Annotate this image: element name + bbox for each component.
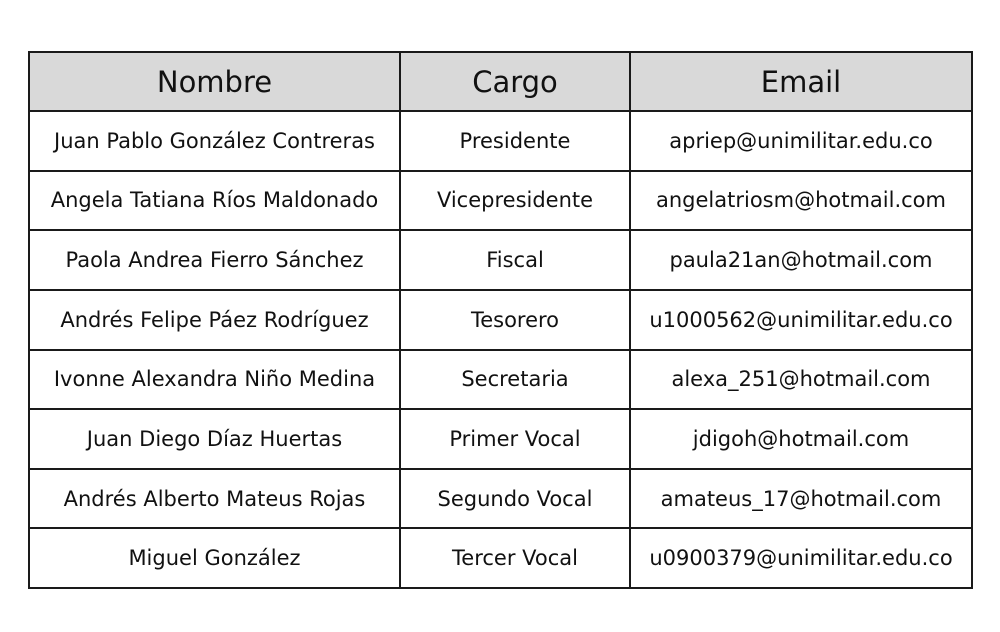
table-row — [29, 528, 972, 588]
table-row — [29, 171, 972, 231]
cell-nombre: Juan Pablo González Contreras — [29, 111, 400, 171]
members-table — [28, 51, 973, 589]
cell-cargo: Tercer Vocal — [400, 528, 630, 588]
table-row — [29, 469, 972, 529]
table-row — [29, 230, 972, 290]
table-body — [29, 111, 972, 588]
header-cargo: Cargo — [400, 52, 630, 111]
header-nombre: Nombre — [29, 52, 400, 111]
cell-cargo: Segundo Vocal — [400, 469, 630, 529]
cell-email: u1000562@unimilitar.edu.co — [630, 290, 972, 350]
cell-cargo: Presidente — [400, 111, 630, 171]
table-row — [29, 290, 972, 350]
table-row — [29, 409, 972, 469]
cell-email: paula21an@hotmail.com — [630, 230, 972, 290]
table-row — [29, 111, 972, 171]
cell-cargo: Tesorero — [400, 290, 630, 350]
cell-email: jdigoh@hotmail.com — [630, 409, 972, 469]
cell-nombre: Ivonne Alexandra Niño Medina — [29, 350, 400, 410]
cell-nombre: Angela Tatiana Ríos Maldonado — [29, 171, 400, 231]
cell-nombre: Andrés Alberto Mateus Rojas — [29, 469, 400, 529]
cell-cargo: Vicepresidente — [400, 171, 630, 231]
header-row — [29, 52, 972, 111]
cell-email: apriep@unimilitar.edu.co — [630, 111, 972, 171]
cell-nombre: Juan Diego Díaz Huertas — [29, 409, 400, 469]
cell-nombre: Andrés Felipe Páez Rodríguez — [29, 290, 400, 350]
cell-nombre: Paola Andrea Fierro Sánchez — [29, 230, 400, 290]
cell-email: u0900379@unimilitar.edu.co — [630, 528, 972, 588]
cell-email: angelatriosm@hotmail.com — [630, 171, 972, 231]
cell-cargo: Primer Vocal — [400, 409, 630, 469]
cell-cargo: Secretaria — [400, 350, 630, 410]
cell-nombre: Miguel González — [29, 528, 400, 588]
table-header — [29, 52, 972, 111]
cell-email: alexa_251@hotmail.com — [630, 350, 972, 410]
header-email: Email — [630, 52, 972, 111]
cell-cargo: Fiscal — [400, 230, 630, 290]
table-row — [29, 350, 972, 410]
cell-email: amateus_17@hotmail.com — [630, 469, 972, 529]
